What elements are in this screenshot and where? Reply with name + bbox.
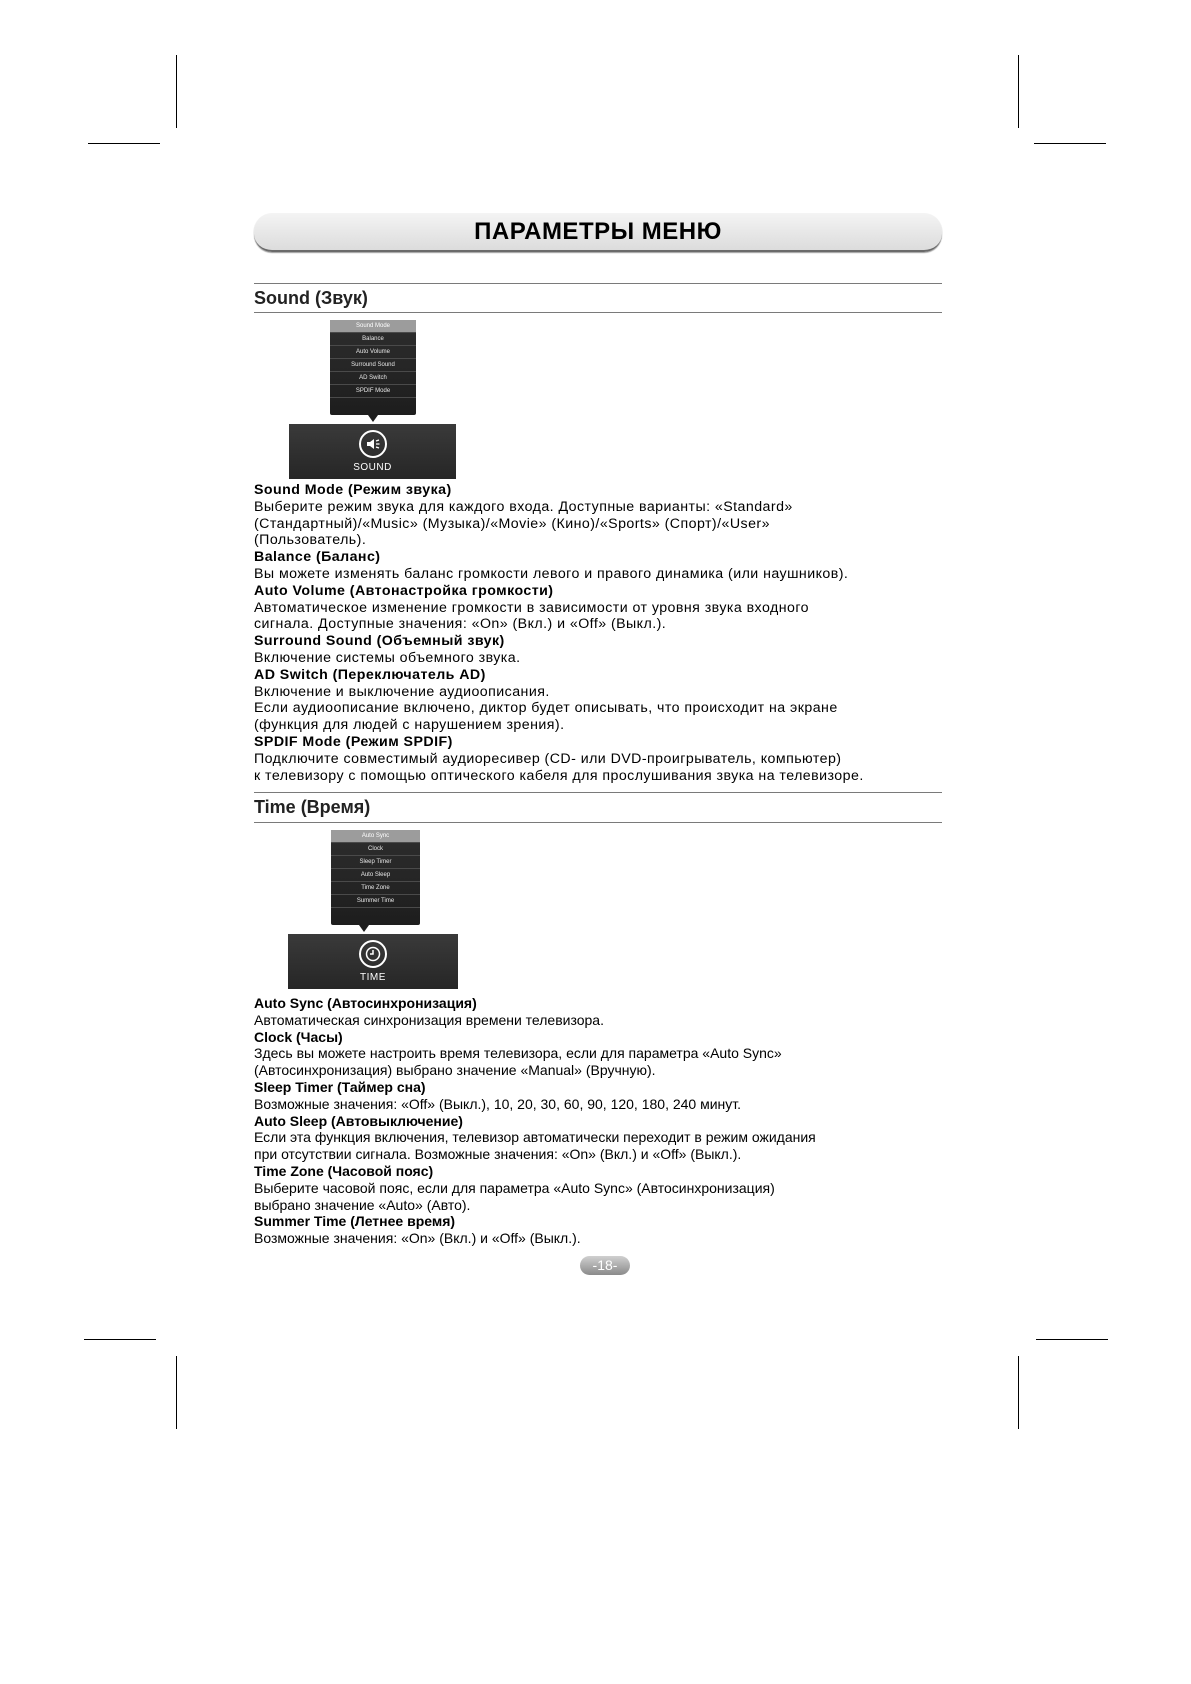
sound-menu-screenshot — [330, 320, 416, 415]
option-description-line: Выберите часовой пояс, если для параметра «Auto Sync» (Автосинхронизация) — [254, 1179, 775, 1196]
option-description-line: Если эта функция включения, телевизор автоматически переходит в режим ожидания — [254, 1129, 816, 1146]
section-divider — [254, 792, 942, 793]
option-description-line: Включение системы объемного звука. — [254, 649, 521, 666]
option-description-line: сигнала. Доступные значения: «On» (Вкл.) и «Off» (Выкл.). — [254, 616, 667, 633]
option-heading: Summer Time (Летнее время) — [254, 1213, 456, 1230]
option-description-line: Вы можете изменять баланс громкости левого и правого динамика (или наушников). — [254, 565, 849, 582]
menu-item-auto-volume: Auto Volume — [330, 346, 416, 359]
option-heading: Sound Mode (Режим звука) — [254, 482, 452, 498]
option-heading: Auto Volume (Автонастройка громкости) — [254, 582, 554, 599]
option-heading: Clock (Часы) — [254, 1028, 343, 1045]
option-description-line: Возможные значения: «On» (Вкл.) и «Off» (Выкл.). — [254, 1230, 581, 1247]
menu-item-ad-switch: AD Switch — [330, 372, 416, 385]
clock-icon — [359, 940, 387, 968]
option-description-line: Включение и выключение аудиоописания. — [254, 683, 550, 700]
menu-item-time-zone: Time Zone — [331, 882, 420, 895]
menu-item-auto-sleep: Auto Sleep — [331, 869, 420, 882]
option-description-line: к телевизору с помощью оптического кабеля для прослушивания звука на телевизоре. — [254, 767, 864, 784]
sound-icon-panel — [289, 424, 456, 479]
menu-item-clock: Clock — [331, 843, 420, 856]
section-divider — [254, 312, 942, 313]
page-title: ПАРАМЕТРЫ МЕНЮ — [254, 213, 942, 252]
menu-item-sleep-timer: Sleep Timer — [331, 856, 420, 869]
option-description-line: (Стандартный)/«Music» (Музыка)/«Movie» (Кино)/«Sports» (Спорт)/«User» — [254, 515, 770, 532]
crop-mark — [84, 1339, 156, 1340]
option-description-line: (функция для людей с нарушением зрения). — [254, 717, 565, 734]
menu-pointer — [368, 415, 378, 422]
option-heading: Time Zone (Часовой пояс) — [254, 1162, 434, 1179]
sound-description — [254, 482, 954, 784]
option-description-line: Автоматическая синхронизация времени телевизора. — [254, 1011, 604, 1028]
section-divider — [254, 822, 942, 823]
option-heading: Auto Sleep (Автовыключение) — [254, 1112, 463, 1129]
crop-mark — [176, 1356, 177, 1429]
menu-item-summer-time: Summer Time — [331, 895, 420, 908]
menu-item-surround-sound: Surround Sound — [330, 359, 416, 372]
option-description-line: Здесь вы можете настроить время телевизора, если для параметра «Auto Sync» — [254, 1045, 782, 1062]
crop-mark — [88, 143, 160, 144]
crop-mark — [1018, 55, 1019, 128]
option-heading: Balance (Баланс) — [254, 549, 381, 566]
crop-mark — [1018, 1356, 1019, 1429]
crop-mark — [1034, 143, 1106, 144]
time-icon-panel — [288, 934, 458, 989]
option-heading: SPDIF Mode (Режим SPDIF) — [254, 733, 453, 750]
page-number: -18- — [580, 1256, 630, 1275]
sound-section-title: Sound (Звук) — [254, 288, 368, 308]
menu-item-spdif-mode: SPDIF Mode — [330, 385, 416, 398]
time-section-title: Time (Время) — [254, 797, 371, 817]
option-description-line: Если аудиоописание включено, диктор будет описывать, что происходит на экране — [254, 700, 838, 717]
option-heading: Sleep Timer (Таймер сна) — [254, 1078, 426, 1095]
option-description-line: (Пользователь). — [254, 532, 367, 549]
option-heading: AD Switch (Переключатель AD) — [254, 666, 486, 683]
time-description — [254, 995, 954, 1247]
option-description-line: Возможные значения: «Off» (Выкл.), 10, 20, 30, 60, 90, 120, 180, 240 минут. — [254, 1095, 742, 1112]
option-description-line: Выберите режим звука для каждого входа. Доступные варианты: «Standard» — [254, 498, 793, 515]
crop-mark — [176, 55, 177, 128]
option-description-line: выбрано значение «Auto» (Авто). — [254, 1196, 471, 1213]
option-description-line: (Автосинхронизация) выбрано значение «Manual» (Вручную). — [254, 1062, 656, 1079]
speaker-icon — [359, 430, 387, 458]
time-menu-screenshot — [331, 830, 420, 925]
menu-item-balance: Balance — [330, 333, 416, 346]
crop-mark — [1036, 1339, 1108, 1340]
time-icon-label: TIME — [360, 972, 386, 983]
option-heading: Surround Sound (Объемный звук) — [254, 633, 505, 650]
menu-pointer — [359, 925, 369, 932]
option-description-line: Автоматическое изменение громкости в зависимости от уровня звука входного — [254, 599, 809, 616]
section-divider — [254, 283, 942, 284]
menu-item-sound-mode: Sound Mode — [330, 320, 416, 333]
option-heading: Auto Sync (Автосинхронизация) — [254, 995, 477, 1011]
option-description-line: при отсутствии сигнала. Возможные значения: «On» (Вкл.) и «Off» (Выкл.). — [254, 1146, 742, 1163]
menu-item-auto-sync: Auto Sync — [331, 830, 420, 843]
option-description-line: Подключите совместимый аудиоресивер (CD- или DVD-проигрыватель, компьютер) — [254, 750, 842, 767]
sound-icon-label: SOUND — [353, 462, 392, 473]
